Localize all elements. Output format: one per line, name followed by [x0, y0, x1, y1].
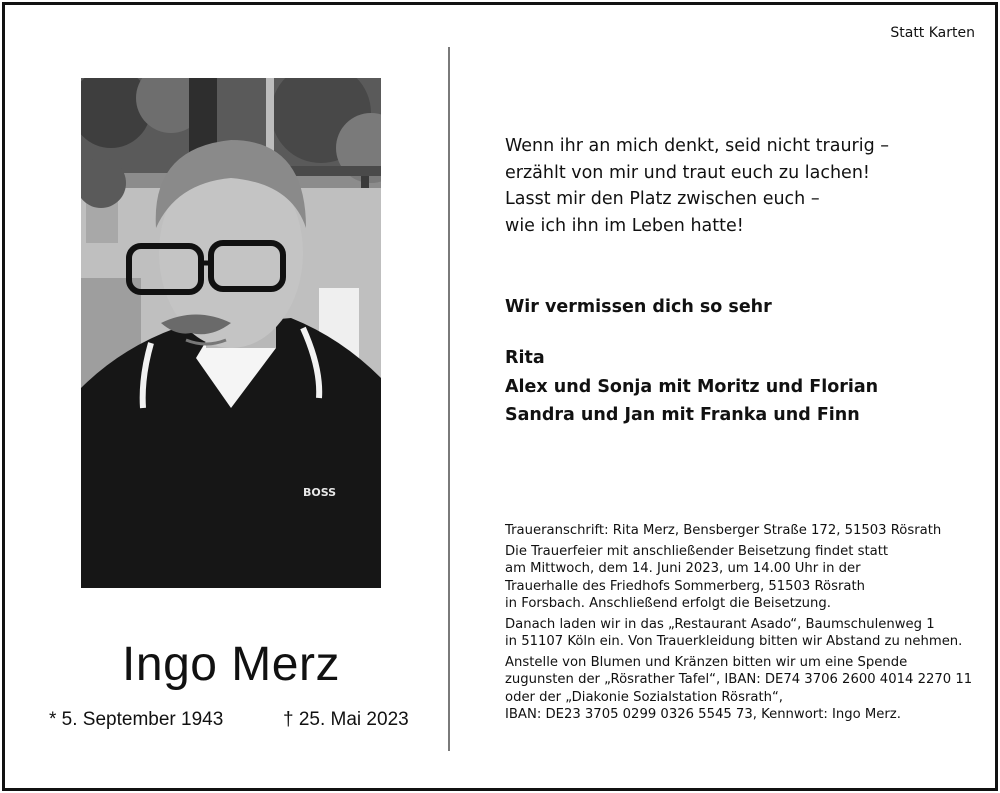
ceremony-line: am Mittwoch, dem 14. Juni 2023, um 14.00 Uhr in der: [505, 561, 861, 576]
birth-date: * 5. September 1943: [49, 709, 224, 730]
family-list: [505, 344, 878, 430]
invitation-details: [505, 616, 975, 651]
ceremony-line: Trauerhalle des Friedhofs Sommerberg, 51503 Rösrath: [505, 578, 866, 594]
shirt-logo: BOSS: [303, 486, 337, 499]
portrait-illustration: [81, 78, 381, 588]
donation-line: IBAN: DE23 3705 0299 0326 5545 73, Kennwort: Ingo Merz.: [505, 707, 901, 722]
family-member: Sandra und Jan mit Franka und Finn: [505, 405, 860, 425]
ceremony-line: in Forsbach. Anschließend erfolgt die Beisetzung.: [505, 596, 831, 611]
poem-line: Wenn ihr an mich denkt, seid nicht traurig –: [505, 136, 890, 156]
invitation-line: Danach laden wir in das „Restaurant Asado“, Baumschulenweg 1: [505, 616, 935, 632]
funeral-info: [505, 522, 975, 727]
poem-line: wie ich ihn im Leben hatte!: [505, 215, 744, 236]
donation-line: zugunsten der „Rösrather Tafel“, IBAN: DE74 3706 2600 4014 2270 11: [505, 672, 973, 687]
vertical-divider: [448, 47, 450, 751]
donation-line: Anstelle von Blumen und Kränzen bitten wir um eine Spende: [505, 654, 908, 670]
ceremony-details: [505, 543, 975, 613]
miss-line: Wir vermissen dich so sehr: [505, 297, 772, 317]
donation-line: oder der „Diakonie Sozialstation Rösrath“,: [505, 689, 783, 705]
family-member: Alex und Sonja mit Moritz und Florian: [505, 376, 879, 397]
mourning-address: Traueranschrift: Rita Merz, Bensberger Straße 172, 51503 Rösrath: [505, 523, 942, 538]
portrait-photo: [81, 78, 381, 588]
family-member: Rita: [505, 348, 545, 368]
poem-line: erzählt von mir und traut euch zu lachen!: [505, 162, 870, 183]
donation-details: [505, 654, 975, 724]
ceremony-line: Die Trauerfeier mit anschließender Beisetzung findet statt: [505, 543, 889, 559]
tagline: Statt Karten: [890, 25, 975, 41]
poem: [505, 133, 889, 239]
invitation-line: in 51107 Köln ein. Von Trauerkleidung bitten wir Abstand zu nehmen.: [505, 634, 963, 649]
poem-line: Lasst mir den Platz zwischen euch –: [505, 189, 820, 209]
death-date: † 25. Mai 2023: [283, 709, 409, 730]
deceased-name: Ingo Merz: [122, 638, 340, 691]
obituary-card: [2, 2, 998, 791]
